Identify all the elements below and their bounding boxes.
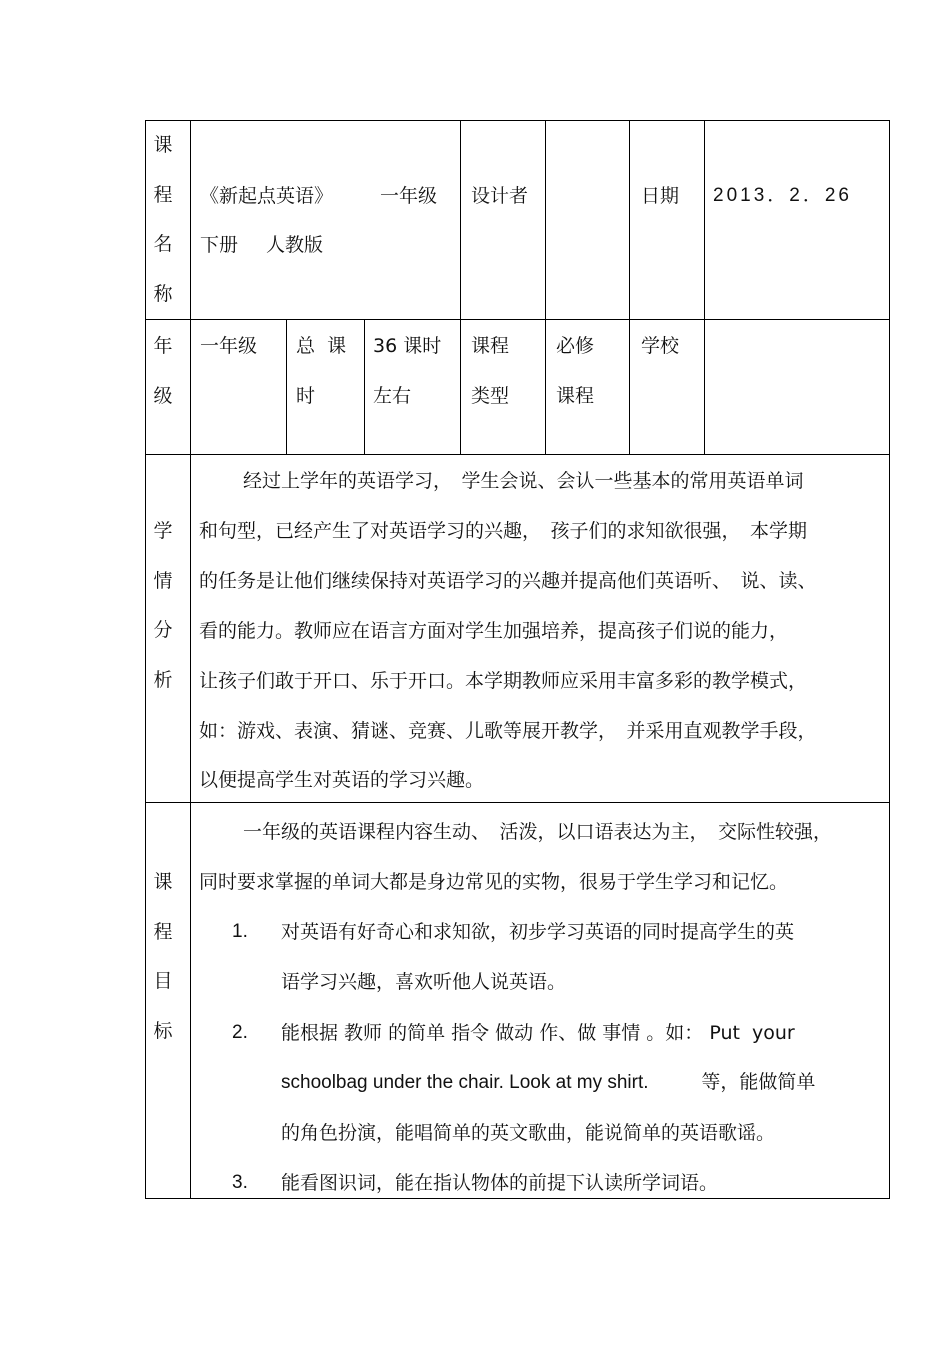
goal-line: 对英语有好奇心和求知欲，初步学习英语的同时提高学生的英 [281,921,795,943]
label-char: 程 [153,183,173,206]
hours-value-line1: 36 课时 [373,335,442,357]
analysis-line: 的任务是让他们继续保持对英语学习的兴趣并提高他们英语听、 说、读、 [199,570,817,592]
analysis-line: 以便提高学生对英语的学习兴趣。 [199,769,485,791]
label-char: 标 [153,1019,173,1042]
label-char: 分 [153,619,173,641]
table-col-divider-b [545,120,546,454]
school-label: 学校 [641,335,680,357]
date-value: 2013．2．26 [713,185,852,206]
goal-line: 的角色扮演，能唱简单的英文歌曲，能说简单的英语歌谣。 [281,1122,776,1144]
label-char: 情 [153,569,173,592]
goal-line: 语学习兴趣，喜欢听他人说英语。 [281,971,567,993]
course-type-label-line2: 类型 [471,385,510,407]
analysis-line: 和句型，已经产生了对英语学习的兴趣， 孩子们的求知欲很强， 本学期 [199,520,808,542]
goal-number: 2. [232,1022,248,1043]
table-border-left [145,120,146,1199]
goals-intro-line: 一年级的英语课程内容生动、 活泼，以口语表达为主， 交际性较强， [243,821,833,843]
table-row-divider-2 [145,454,890,455]
label-char: 学 [153,520,173,542]
table-border-top [145,120,890,121]
row-label-course-goals [151,870,175,1068]
total-hours-label-line1: 总 课 [296,335,347,357]
label-char: 目 [153,970,173,992]
label-char: 析 [153,668,173,691]
analysis-line: 让孩子们敢于开口、乐于开口。本学期教师应采用丰富多彩的教学模式， [199,670,808,692]
goal-line: 能看图识词，能在指认物体的前提下认读所学词语。 [281,1172,719,1194]
row-label-grade [151,334,175,433]
table-col-divider-a [460,120,461,454]
label-char: 称 [153,282,173,305]
goal-line: schoolbag under the chair. Look at my shirt. 等，能做简单 [281,1072,816,1093]
table-label-column-divider [190,120,191,1199]
hours-value-line2: 左右 [373,385,412,407]
table-border-bottom [145,1198,890,1199]
label-char: 程 [153,920,173,943]
total-hours-label-line2: 时 [296,385,316,407]
table-col-divider-f [364,319,365,454]
table-border-right [889,120,890,1199]
row-label-course-name [151,133,175,331]
course-type-value-line2: 课程 [556,385,595,407]
analysis-line: 看的能力。教师应在语言方面对学生加强培养，提高孩子们说的能力， [199,620,789,642]
course-type-label-line1: 课程 [471,335,510,357]
designer-label: 设计者 [471,185,529,207]
row-label-student-analysis [151,519,175,717]
grade-value: 一年级 [200,335,258,357]
label-char: 级 [153,384,173,407]
label-char: 年 [153,335,173,357]
analysis-line: 如：游戏、表演、猜谜、竞赛、儿歌等展开教学， 并采用直观教学手段， [199,720,817,742]
table-col-divider-d [704,120,705,454]
date-label: 日期 [641,185,680,207]
label-char: 课 [153,871,173,893]
analysis-line: 经过上学年的英语学习， 学生会说、会认一些基本的常用英语单词 [243,470,804,492]
table-col-divider-e [286,319,287,454]
goal-number: 1. [232,921,248,942]
goal-number: 3. [232,1172,248,1193]
label-char: 课 [153,134,173,156]
table-col-divider-c [629,120,630,454]
course-name-grade: 一年级 [380,185,438,207]
course-name-volume: 下册 [200,234,239,256]
course-name-edition: 人教版 [266,234,324,256]
table-row-divider-3 [145,802,890,803]
goal-line: 能根据 教师 的简单 指令 做动 作、做 事情 。如： Put your [281,1022,795,1044]
course-type-value-line1: 必修 [556,335,595,357]
course-name-title: 《新起点英语》 [200,185,334,207]
table-row-divider-1 [145,319,890,320]
label-char: 名 [153,233,173,255]
goals-intro-line: 同时要求掌握的单词大都是身边常见的实物，很易于学生学习和记忆。 [199,871,789,893]
